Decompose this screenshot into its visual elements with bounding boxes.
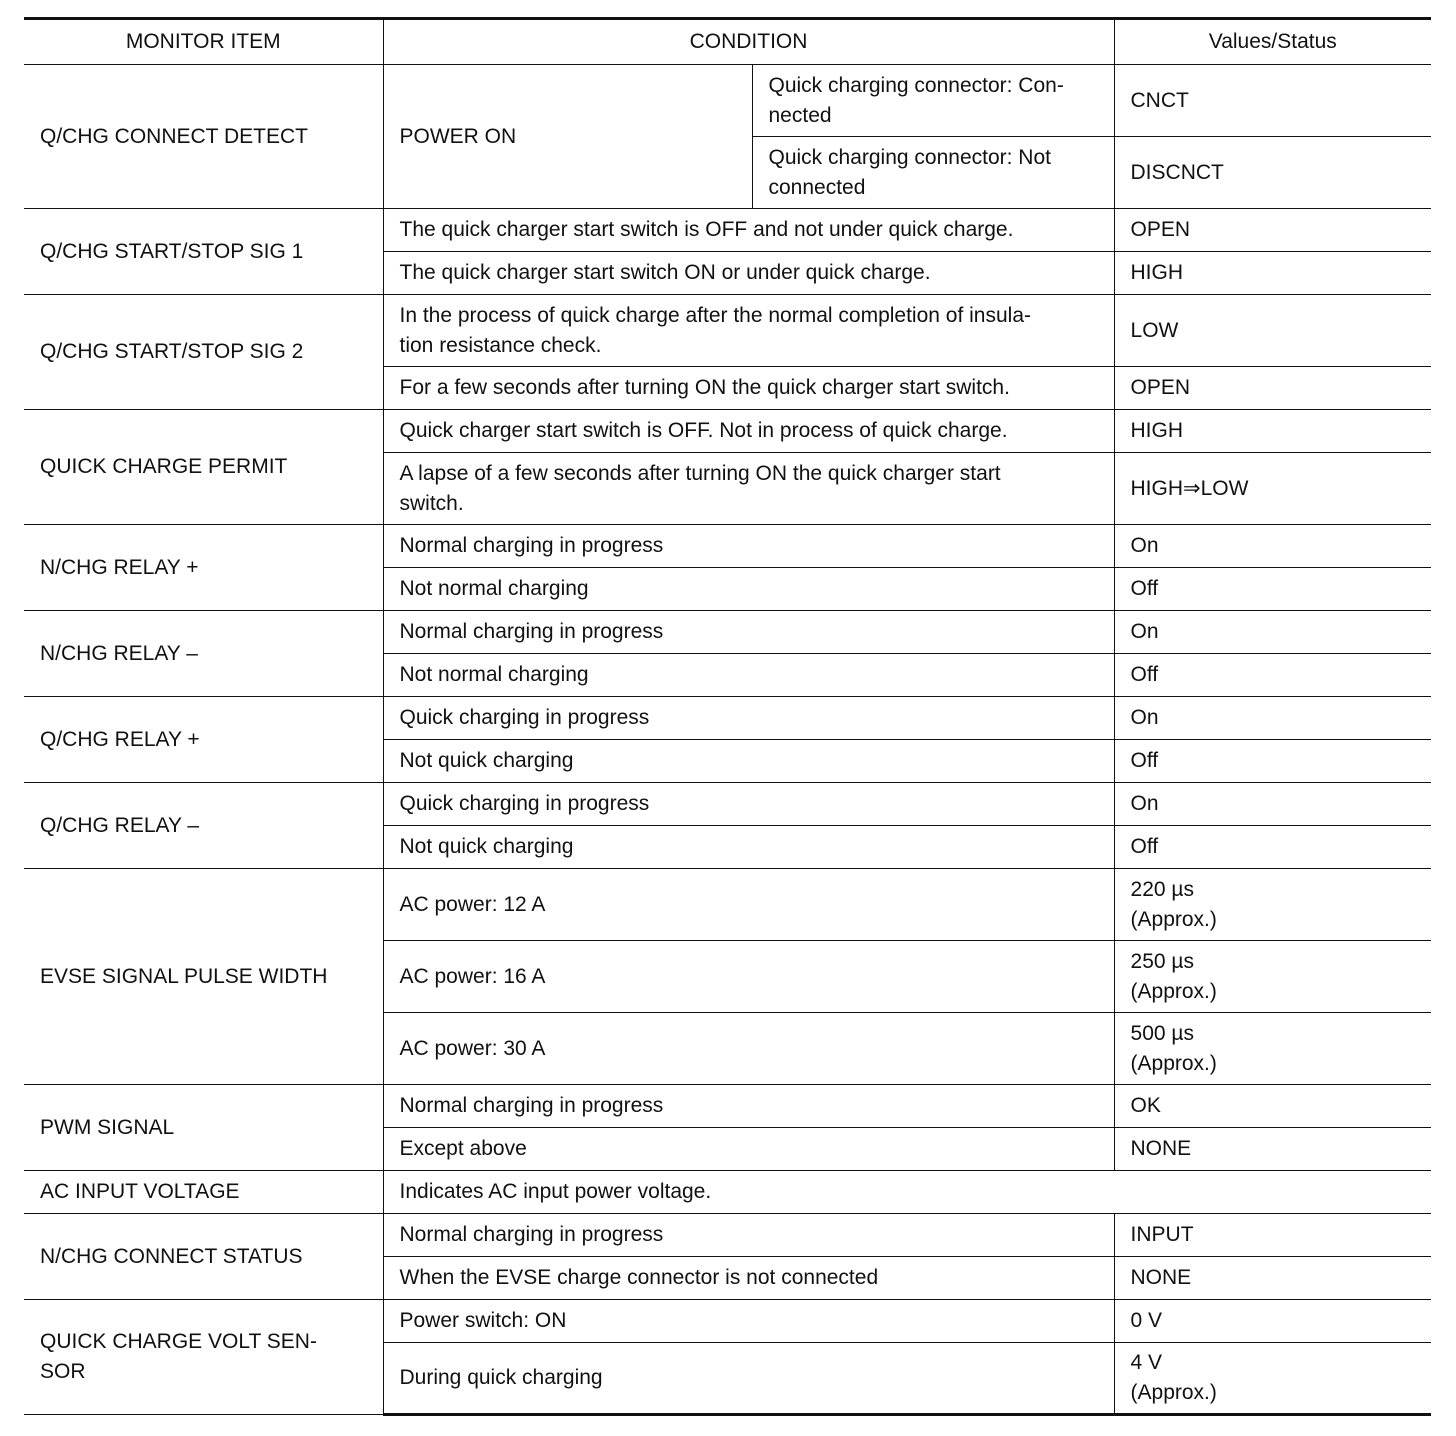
condition-cell: Quick charger start switch is OFF. Not in process of quick charge. <box>383 410 1114 453</box>
condition-cell: Normal charging in progress <box>383 525 1114 568</box>
value-cell: LOW <box>1114 295 1431 367</box>
monitor-item-cell: N/CHG RELAY + <box>24 525 383 611</box>
value-cell: DISCNCT <box>1114 137 1431 209</box>
value-cell: Off <box>1114 654 1431 697</box>
monitor-item-cell: Q/CHG START/STOP SIG 1 <box>24 209 383 295</box>
condition-cell: Indicates AC input power voltage. <box>383 1171 1431 1214</box>
condition-cell: Quick charging connector: Con- nected <box>752 65 1114 137</box>
condition-cell: Normal charging in progress <box>383 611 1114 654</box>
condition-cell: A lapse of a few seconds after turning ON the quick charger start switch. <box>383 453 1114 525</box>
condition-cell: For a few seconds after turning ON the quick charger start switch. <box>383 367 1114 410</box>
header-values-status: Values/Status <box>1114 19 1431 65</box>
condition-cell: During quick charging <box>383 1343 1114 1415</box>
condition-cell: Quick charging connector: Not connected <box>752 137 1114 209</box>
value-cell: 220 µs (Approx.) <box>1114 869 1431 941</box>
table-row <box>24 1214 1431 1257</box>
value-cell: NONE <box>1114 1257 1431 1300</box>
monitor-item-cell: QUICK CHARGE PERMIT <box>24 410 383 525</box>
value-cell: OPEN <box>1114 367 1431 410</box>
condition-state-cell: POWER ON <box>383 65 752 209</box>
monitor-item-cell: AC INPUT VOLTAGE <box>24 1171 383 1214</box>
condition-cell: When the EVSE charge connector is not connected <box>383 1257 1114 1300</box>
value-cell: Off <box>1114 568 1431 611</box>
value-cell: On <box>1114 697 1431 740</box>
table-row <box>24 209 1431 252</box>
value-cell: CNCT <box>1114 65 1431 137</box>
table-row <box>24 295 1431 367</box>
condition-cell: AC power: 12 A <box>383 869 1114 941</box>
value-cell: HIGH <box>1114 252 1431 295</box>
value-cell: Off <box>1114 740 1431 783</box>
table-row <box>24 1300 1431 1343</box>
value-cell: 0 V <box>1114 1300 1431 1343</box>
value-cell: 500 µs (Approx.) <box>1114 1013 1431 1085</box>
condition-cell: AC power: 16 A <box>383 941 1114 1013</box>
value-cell: On <box>1114 525 1431 568</box>
condition-cell: Quick charging in progress <box>383 697 1114 740</box>
condition-cell: The quick charger start switch ON or under quick charge. <box>383 252 1114 295</box>
condition-cell: Not quick charging <box>383 826 1114 869</box>
header-row <box>24 19 1431 65</box>
value-cell: OPEN <box>1114 209 1431 252</box>
value-cell: On <box>1114 783 1431 826</box>
table-row <box>24 869 1431 941</box>
value-cell: INPUT <box>1114 1214 1431 1257</box>
condition-cell: Normal charging in progress <box>383 1085 1114 1128</box>
value-cell: Off <box>1114 826 1431 869</box>
value-cell: 250 µs (Approx.) <box>1114 941 1431 1013</box>
monitor-item-table <box>24 17 1431 1416</box>
monitor-item-cell: Q/CHG START/STOP SIG 2 <box>24 295 383 410</box>
condition-cell: Normal charging in progress <box>383 1214 1114 1257</box>
monitor-item-cell: N/CHG CONNECT STATUS <box>24 1214 383 1300</box>
condition-cell: Not normal charging <box>383 654 1114 697</box>
monitor-item-cell: Q/CHG CONNECT DETECT <box>24 65 383 209</box>
monitor-item-cell: EVSE SIGNAL PULSE WIDTH <box>24 869 383 1085</box>
condition-cell: Quick charging in progress <box>383 783 1114 826</box>
header-condition: CONDITION <box>383 19 1114 65</box>
value-cell: OK <box>1114 1085 1431 1128</box>
condition-cell: The quick charger start switch is OFF and not under quick charge. <box>383 209 1114 252</box>
header-monitor-item: MONITOR ITEM <box>24 19 383 65</box>
monitor-item-cell: PWM SIGNAL <box>24 1085 383 1171</box>
value-cell: NONE <box>1114 1128 1431 1171</box>
table-row <box>24 783 1431 826</box>
condition-cell: Not normal charging <box>383 568 1114 611</box>
monitor-item-cell: Q/CHG RELAY – <box>24 783 383 869</box>
value-cell: HIGH <box>1114 410 1431 453</box>
table-row <box>24 611 1431 654</box>
monitor-item-cell: N/CHG RELAY – <box>24 611 383 697</box>
condition-cell: Except above <box>383 1128 1114 1171</box>
table-row <box>24 410 1431 453</box>
table-row <box>24 1171 1431 1214</box>
table-row <box>24 65 1431 137</box>
condition-cell: AC power: 30 A <box>383 1013 1114 1085</box>
condition-cell: Not quick charging <box>383 740 1114 783</box>
condition-cell: Power switch: ON <box>383 1300 1114 1343</box>
table-row <box>24 697 1431 740</box>
monitor-item-cell: QUICK CHARGE VOLT SEN- SOR <box>24 1300 383 1415</box>
table-row <box>24 1085 1431 1128</box>
monitor-item-cell: Q/CHG RELAY + <box>24 697 383 783</box>
condition-cell: In the process of quick charge after the normal completion of insula- tion resistance check. <box>383 295 1114 367</box>
table-row <box>24 525 1431 568</box>
value-cell: 4 V (Approx.) <box>1114 1343 1431 1415</box>
value-cell: On <box>1114 611 1431 654</box>
value-cell: HIGH⇒LOW <box>1114 453 1431 525</box>
